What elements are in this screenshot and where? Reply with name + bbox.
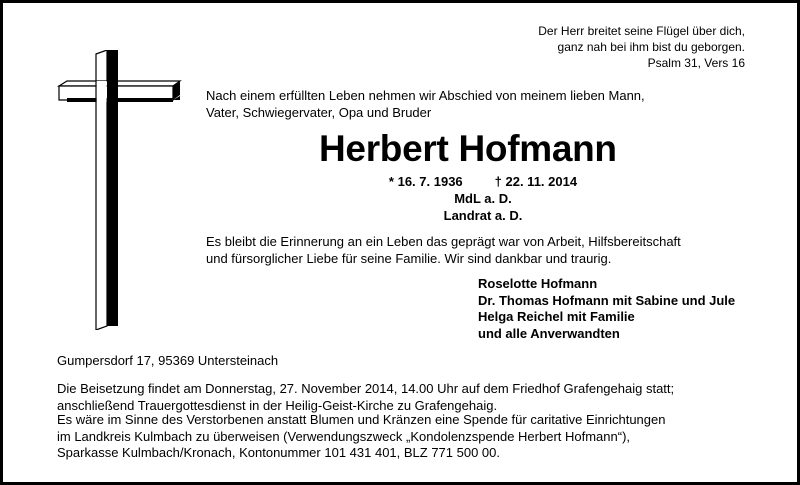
mourner-item: Helga Reichel mit Familie [478, 309, 635, 324]
psalm-quote [538, 23, 745, 71]
memory-text [206, 233, 681, 267]
psalm-reference: Psalm 31, Vers 16 [647, 56, 745, 70]
funeral-line-2: anschließend Trauergottesdienst in der Heilig-Geist-Kirche zu Grafengehaig. [57, 397, 498, 413]
memory-line-2: und fürsorglicher Liebe für seine Familie. Wir sind dankbar und traurig. [206, 251, 612, 266]
cross-icon [55, 50, 185, 330]
title-mdl: MdL a. D. [454, 191, 512, 206]
address: Gumpersdorf 17, 95369 Untersteinach [57, 353, 279, 368]
mourner-item: Dr. Thomas Hofmann mit Sabine und Jule [478, 292, 736, 308]
intro-text [206, 87, 645, 121]
funeral-info [57, 381, 674, 414]
psalm-line-1: Der Herr breitet seine Flügel über dich, [538, 24, 745, 38]
mourner-item: und alle Anverwandten [478, 325, 620, 341]
donation-line-3: Sparkasse Kulmbach/Kronach, Kontonummer 101 431 401, BLZ 771 500 00. [57, 445, 501, 460]
funeral-line-1: Die Beisetzung findet am Donnerstag, 27. November 2014, 14.00 Uhr auf dem Friedhof Grafengehaig statt; [57, 381, 675, 396]
title-landrat: Landrat a. D. [443, 208, 523, 223]
donation-line-2: im Landkreis Kulmbach zu überweisen (Verwendungszweck „Kondolenzspende Herbert Hofmann“), [57, 428, 631, 444]
birth-date: * 16. 7. 1936 [388, 174, 463, 189]
death-date: † 22. 11. 2014 [494, 174, 578, 189]
psalm-line-2: ganz nah bei ihm bist du geborgen. [557, 40, 745, 54]
mourners-list [478, 276, 735, 342]
deceased-name: Herbert Hofmann [319, 128, 617, 169]
memory-line-1: Es bleibt die Erinnerung an ein Leben das geprägt war von Arbeit, Hilfsbereitschaft [206, 234, 681, 249]
intro-line-1: Nach einem erfüllten Leben nehmen wir Abschied von meinem lieben Mann, [206, 88, 645, 103]
donation-line-1: Es wäre im Sinne des Verstorbenen anstatt Blumen und Kränzen eine Spende für caritative Einrichtungen [57, 412, 666, 427]
intro-line-2: Vater, Schwiegervater, Opa und Bruder [206, 105, 432, 120]
donation-info [57, 412, 665, 462]
mourner-item: Roselotte Hofmann [478, 276, 598, 291]
life-dates [363, 173, 603, 224]
